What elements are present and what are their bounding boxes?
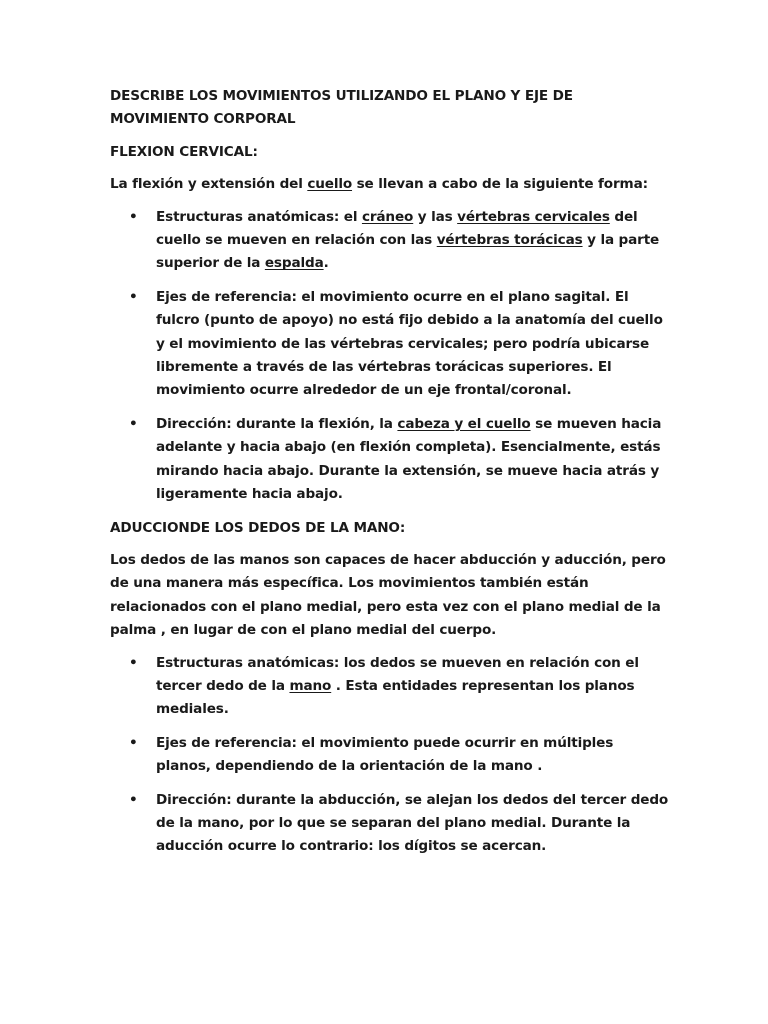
bullet-icon: • [129, 208, 138, 225]
list-item [110, 286, 670, 403]
list-item [110, 413, 670, 507]
document-title: DESCRIBE LOS MOVIMIENTOS UTILIZANDO EL PLANO Y EJE DE MOVIMIENTO CORPORAL [110, 88, 573, 128]
section-heading-aduccion: ADUCCIONDE LOS DEDOS DE LA MANO: [110, 519, 406, 536]
link-craneo[interactable]: cráneo [361, 208, 414, 225]
bullet-icon: • [129, 288, 138, 305]
item-text: se mueven hacia adelante y hacia abajo (en flexión completa). Esencialmente, estás mirando hacia abajo. Durante la extensión, se mueve hacia atrás y ligeramente hacia abajo. [156, 415, 662, 503]
item-text: Estructuras anatómicas: los dedos se mueven en relación con el tercer dedo de la [156, 654, 639, 694]
section-heading-flexion: FLEXION CERVICAL: [110, 143, 258, 160]
link-cabeza-y-el-cuello[interactable]: cabeza y el cuello [397, 415, 531, 432]
link-espalda[interactable]: espalda [264, 255, 324, 272]
item-text: Ejes de referencia: el movimiento ocurre en el plano sagital. El fulcro (punto de apoyo) no está fijo debido a la anatomía del cuello y el movimiento de las vértebras cervicales; pero podría ubicarse libremente a través de las vértebras torácicas superiores. El movimiento ocurre alrededor de un eje frontal/coronal. [156, 288, 663, 399]
item-text: y las [413, 208, 458, 225]
item-text: Dirección: durante la flexión, la [156, 415, 398, 432]
link-vertebras-cervicales[interactable]: vértebras cervicales [457, 208, 610, 225]
item-text: Estructuras anatómicas: el [156, 208, 362, 225]
section-intro-flexion [110, 173, 670, 196]
item-text: . Esta entidades representan los planos mediales. [156, 677, 635, 718]
item-text: Ejes de referencia: el movimiento puede ocurrir en múltiples planos, dependiendo de la orientación de la mano . [156, 734, 614, 775]
list-item [110, 732, 670, 779]
bullet-list-flexion [110, 206, 670, 507]
list-item [110, 652, 670, 722]
item-text: del cuello se mueven en relación con las [156, 208, 638, 249]
item-text: Dirección: durante la abducción, se alejan los dedos del tercer dedo de la mano, por lo que se separan del plano medial. Durante la aducción ocurre lo contrario: los dígitos se acercan. [156, 791, 669, 855]
intro-text: La flexión y extensión del [110, 176, 308, 193]
item-text: y la parte superior de la [156, 232, 660, 272]
list-item [110, 206, 670, 276]
bullet-list-aduccion [110, 652, 670, 859]
section-intro-aduccion: Los dedos de las manos son capaces de hacer abducción y aducción, pero de una manera más específica. Los movimientos también están relacionados con el plano medial, pero esta vez con el plano medial de la palma , en lugar de con el plano medial del cuerpo. [110, 551, 666, 639]
link-vertebras-toracicas[interactable]: vértebras torácicas [436, 232, 583, 249]
link-cuello[interactable]: cuello [307, 176, 353, 193]
link-mano[interactable]: mano [289, 677, 332, 694]
bullet-icon: • [129, 654, 138, 671]
document-body [110, 85, 670, 869]
item-text: . [323, 255, 329, 272]
bullet-icon: • [129, 415, 138, 432]
intro-text: se llevan a cabo de la siguiente forma: [352, 176, 648, 193]
bullet-icon: • [129, 734, 138, 751]
bullet-icon: • [129, 791, 138, 808]
list-item [110, 789, 670, 859]
